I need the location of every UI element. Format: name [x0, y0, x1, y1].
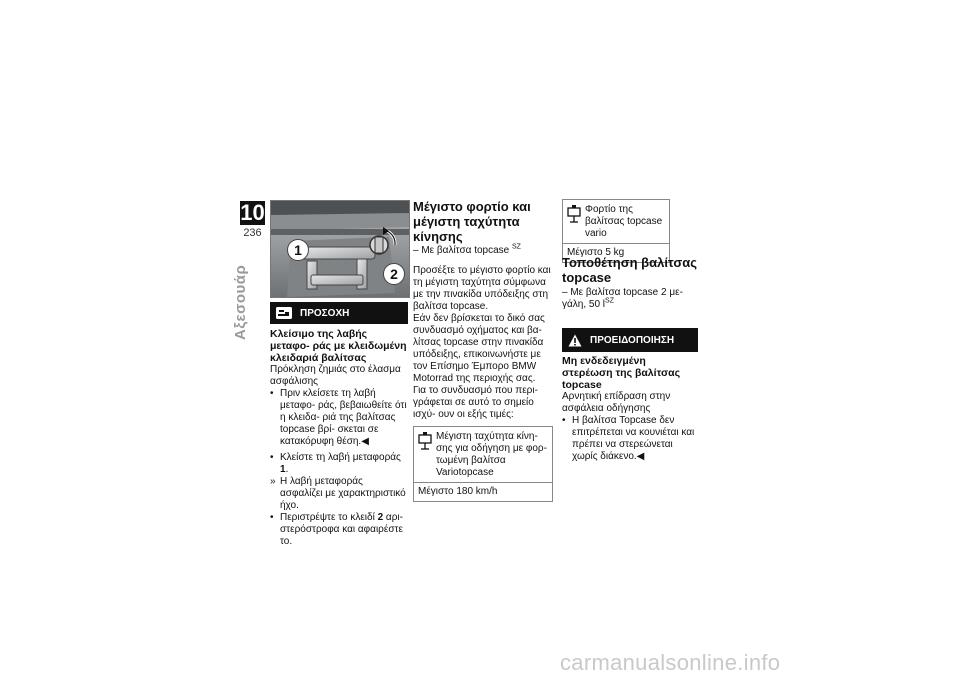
load-value: Μέγιστο 5 kg: [567, 247, 625, 258]
warning-label: ΠΡΟΕΙΔΟΠΟΙΗΣΗ: [590, 334, 675, 346]
warning-list: [562, 415, 698, 463]
callout-2: 2: [383, 263, 405, 285]
topcase-spec-icon: [567, 204, 581, 224]
hand-caution-icon: [276, 307, 292, 319]
caution-bar: [270, 302, 408, 324]
max-load-heading: Μέγιστο φορτίο και μέγιστη ταχύτητα κίνησης: [413, 199, 531, 244]
max-load-para2: Εάν δεν βρίσκεται το δικό σας συνδυασμό οχήματος και βα- λίτσας topcase στην πινακίδα υπόδειξης, επικοινωνήστε με τον Επίσημο Έμπορο BMW Motorrad της περιοχής σας.: [413, 313, 545, 384]
mounting-heading: Τοποθέτηση βαλίτσας topcase: [562, 255, 698, 285]
topcase-photo: [270, 200, 410, 298]
load-info-box-wrap: [562, 199, 670, 263]
caution-section: [270, 302, 408, 548]
max-load-para1: Προσέξτε το μέγιστο φορτίο και τη μέγιστη ταχύτητα σύμφωνα με την πινακίδα υπόδειξης στη βαλίτσα topcase.: [413, 265, 551, 312]
chapter-badge: 10: [240, 200, 265, 225]
chapter-title: Αξεσουάρ: [232, 264, 249, 340]
caution-list: [270, 388, 408, 448]
warning-heading: Μη ενδεδειγμένη στερέωση της βαλίτσας topcase: [562, 355, 681, 391]
speed-info-box: [413, 426, 553, 502]
list-item: • Κλείστε τη λαβή μεταφοράς 1.: [270, 452, 401, 475]
load-label: Φορτίο της βαλίτσας topcase vario: [585, 204, 663, 239]
max-load-sub: – Με βαλίτσα topcase $^{SZ}$: [413, 243, 521, 256]
caution-text: Πρόκληση ζημιάς στο έλασμα ασφάλισης: [270, 364, 401, 387]
page-number: 236: [243, 227, 262, 239]
speed-label: Μέγιστη ταχύτητα κίνη- σης για οδήγηση με φορ- τωμένη βαλίτσα Variotopcase: [436, 431, 547, 478]
warning-triangle-icon: [568, 334, 582, 347]
list-item: • Η βαλίτσα Topcase δεν επιτρέπεται να κουνιέται και πρέπει να στερεώνεται χωρίς διάκενο.◀: [562, 415, 695, 462]
list-item: » Η λαβή μεταφοράς ασφαλίζει με χαρακτηριστικό ήχο.: [270, 476, 406, 511]
steps-list: [270, 452, 408, 548]
list-item: • Πριν κλείσετε τη λαβή μεταφο- ράς, βεβαιωθείτε ότι η κλειδα- ριά της βαλίτσας topcase βρί- σκεται σε κατακόρυφη θέση.◀: [270, 388, 407, 447]
mounting-section: [562, 255, 698, 463]
warning-text: Αρνητική επίδραση στην ασφάλεια οδήγησης: [562, 391, 671, 414]
list-item: • Περιστρέψτε το κλειδί 2 αρι- στερόστροφα και αφαιρέστε το.: [270, 512, 403, 547]
callout-1: 1: [287, 239, 309, 261]
warning-bar: [562, 328, 698, 352]
max-load-section: [413, 199, 553, 502]
speed-value: Μέγιστο 180 km/h: [418, 486, 498, 497]
caution-label: ΠΡΟΣΟΧΗ: [300, 307, 350, 319]
watermark: carmanualsonline.info: [560, 650, 781, 675]
mounting-sub: – Με βαλίτσα topcase 2 με- γάλη, 50 $l^{SZ}$: [562, 287, 683, 310]
topcase-spec-icon: [418, 431, 432, 451]
max-load-para3: Για το συνδυασμό που περι- γράφεται σε αυτό το σημείο ισχύ- ουν οι εξής τιμές:: [413, 385, 538, 420]
load-info-box: [562, 199, 670, 263]
caution-heading: Κλείσιμο της λαβής μεταφο- ράς με κλειδωμένη κλειδαριά βαλίτσας: [270, 328, 407, 364]
